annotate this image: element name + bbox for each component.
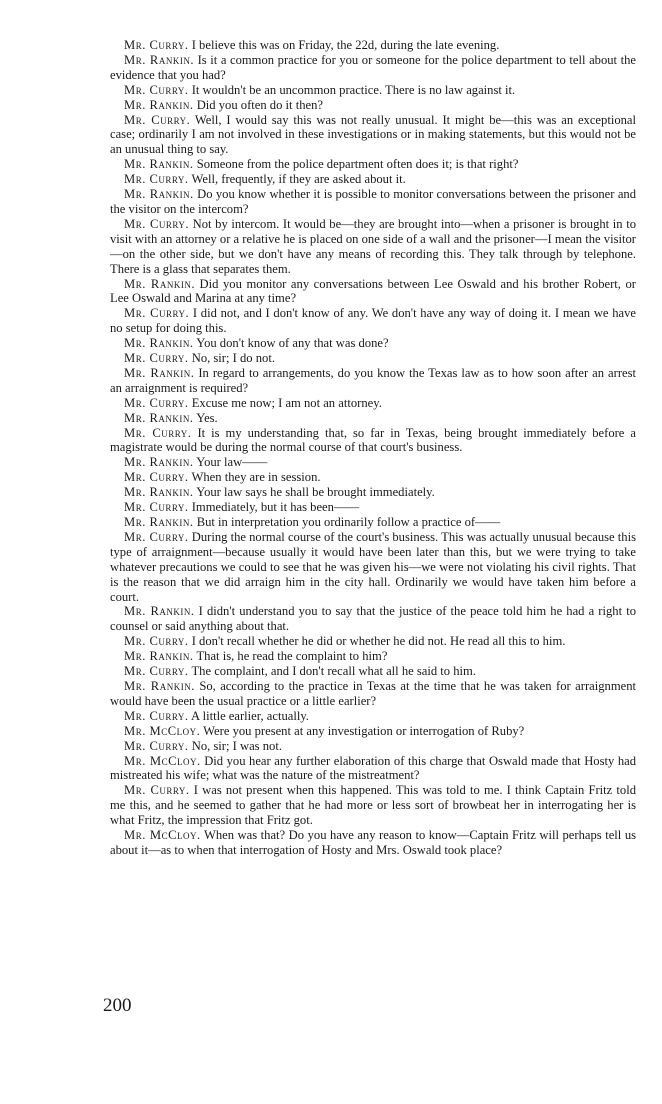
speaker-name: Mr. Rankin. [124,157,194,172]
speaker-name: Mr. Rankin. [124,678,195,693]
speaker-name: Mr. Curry. [124,738,189,753]
speech-text: It is my understanding that, so far in Texas, being brought immediately before a magistrate would be during the normal course of that court's business. [110,425,636,455]
transcript-paragraph [110,530,636,605]
speaker-name: Mr. Rankin. [124,455,194,470]
speech-text: Someone from the police department often does it; is that right? [196,157,519,172]
speaker-name: Mr. Curry. [124,306,190,321]
speaker-name: Mr. McCloy. [124,723,201,738]
transcript-paragraph [110,739,636,754]
transcript-paragraph [110,485,636,500]
speech-text: Immediately, but it has been—— [191,500,360,515]
transcript-paragraph [110,366,636,396]
speaker-name: Mr. Rankin. [124,336,194,351]
transcript-paragraph [110,217,636,277]
speaker-name: Mr. Curry. [124,172,189,187]
speaker-name: Mr. Curry. [124,708,189,723]
transcript-paragraph [110,500,636,515]
transcript-paragraph [110,679,636,709]
speaker-name: Mr. Curry. [124,529,189,544]
speaker-name: Mr. Curry. [124,500,189,515]
speaker-name: Mr. Rankin. [124,410,194,425]
speech-text: Do you know whether it is possible to monitor conversations between the prisoner and the visitor on the intercom? [110,187,636,216]
transcript-paragraph [110,709,636,724]
transcript-paragraph [110,455,636,470]
transcript-paragraph [110,38,636,53]
speaker-name: Mr. Curry. [124,82,189,97]
transcript-paragraph [110,172,636,187]
speech-text: In regard to arrangements, do you know the Texas law as to how soon after an arrest an arraignment is required? [110,365,637,395]
speech-text: Well, frequently, if they are asked about it. [191,172,406,187]
transcript-body [110,38,636,858]
speaker-name: Mr. Curry. [124,664,189,679]
speech-text: A little earlier, actually. [191,708,309,723]
speech-text: Well, I would say this was not really unusual. It might be—this was an exceptional case; ordinarily I am not involved in these investigations or in making statements, but this would not be an unusual thing to say. [110,112,637,157]
speaker-name: Mr. Curry. [124,112,191,127]
speaker-name: Mr. McCloy. [124,828,201,843]
speaker-name: Mr. Curry. [124,634,189,649]
transcript-paragraph [110,351,636,366]
speech-text: It wouldn't be an uncommon practice. There is no law against it. [191,82,516,97]
transcript-paragraph [110,98,636,113]
speech-text: I don't recall whether he did or whether he did not. He read all this to him. [191,634,566,649]
speaker-name: Mr. Rankin. [124,365,195,380]
transcript-paragraph [110,396,636,411]
speech-text: Yes. [196,410,218,425]
speech-text: But in interpretation you ordinarily follow a practice of—— [196,515,501,529]
transcript-paragraph [110,113,636,158]
speech-text: No, sir; I was not. [191,738,282,753]
transcript-paragraph [110,828,636,858]
transcript-paragraph [110,634,636,649]
speech-text: That is, he read the complaint to him? [196,649,388,664]
transcript-paragraph [110,724,636,739]
speaker-name: Mr. Rankin. [124,276,195,291]
transcript-paragraph [110,83,636,98]
speech-text: No, sir; I do not. [191,351,275,366]
speech-text: I was not present when this happened. This was told to me. I think Captain Fritz told me this, and he seemed to gather that he had more or less sort of browbeat her in interrogating her is what Fritz, the impression that Fritz got. [110,783,637,828]
speaker-name: Mr. Rankin. [124,187,194,202]
speaker-name: Mr. Rankin. [124,485,194,500]
speech-text: Is it a common practice for you or someone for the police department to tell about the evidence that you had? [110,52,637,82]
transcript-paragraph [110,426,636,456]
transcript-paragraph [110,754,636,784]
speaker-name: Mr. Curry. [124,470,189,485]
speaker-name: Mr. Curry. [124,395,189,410]
speaker-name: Mr. Curry. [124,351,189,366]
speech-text: So, according to the practice in Texas at the time that he was taken for arraignment would have been the usual practice or a little earlier? [110,678,637,708]
speech-text: During the normal course of the court's business. This was actually unusual because this type of arraignment—because usually it would have been later than this, but we were trying to take whatever precautions we could to see that he was given his—we were not violating his civil rights. That is the reason that we did arraign him in the city hall. Ordinarily we would have taken him before a court. [110,529,637,604]
speaker-name: Mr. Curry. [124,783,190,798]
speaker-name: Mr. Rankin. [124,515,194,529]
speaker-name: Mr. Rankin. [124,97,194,112]
speech-text: I didn't understand you to say that the justice of the peace told him he had a right to counsel or said anything about that. [110,604,636,634]
speaker-name: Mr. Curry. [124,38,189,52]
speech-text: Did you often do it then? [196,97,323,112]
transcript-paragraph [110,470,636,485]
transcript-paragraph [110,664,636,679]
speaker-name: Mr. Rankin. [124,52,194,67]
speaker-name: Mr. Rankin. [124,604,195,619]
speech-text: You don't know of any that was done? [196,336,389,351]
speech-text: Did you monitor any conversations between Lee Oswald and his brother Robert, or Lee Oswald and Marina at any time? [110,276,636,306]
speech-text: Were you present at any investigation or interrogation of Ruby? [203,723,525,738]
page-number: 200 [103,995,132,1016]
speech-text: The complaint, and I don't recall what all he said to him. [191,664,476,679]
speech-text: Not by intercom. It would be—they are brought into—when a prisoner is brought in to visit with an attorney or a relative he is placed on one side of a wall and the prisoner—I mean the visitor—on the other side, but we don't have any means of recording this. They talk through by telephone. There is a glass that separates them. [110,216,637,276]
speech-text: Excuse me now; I am not an attorney. [191,395,382,410]
transcript-paragraph [110,783,636,828]
speech-text: I did not, and I don't know of any. We don't have any way of doing it. I mean we have no setup for doing this. [110,306,637,336]
speech-text: Your law says he shall be brought immediately. [196,485,435,500]
transcript-paragraph [110,306,636,336]
transcript-paragraph [110,53,636,83]
speaker-name: Mr. Curry. [124,216,190,231]
transcript-paragraph [110,411,636,426]
speech-text: Did you hear any further elaboration of this charge that Oswald made that Hosty had mistreated his wife; what was the nature of the mistreatment? [110,753,637,783]
transcript-paragraph [110,157,636,172]
speech-text: When they are in session. [191,470,321,485]
speaker-name: Mr. Curry. [124,425,192,440]
transcript-paragraph [110,277,636,307]
speaker-name: Mr. Rankin. [124,649,194,664]
speech-text: When was that? Do you have any reason to know—Captain Fritz will perhaps tell us about it—as to when that interrogation of Hosty and Mrs. Oswald took place? [110,828,637,857]
transcript-paragraph [110,187,636,217]
speech-text: I believe this was on Friday, the 22d, during the late evening. [191,38,500,52]
transcript-paragraph [110,336,636,351]
transcript-paragraph [110,515,636,530]
transcript-paragraph [110,604,636,634]
transcript-paragraph [110,649,636,664]
speaker-name: Mr. McCloy. [124,753,201,768]
speech-text: Your law—— [196,455,268,470]
